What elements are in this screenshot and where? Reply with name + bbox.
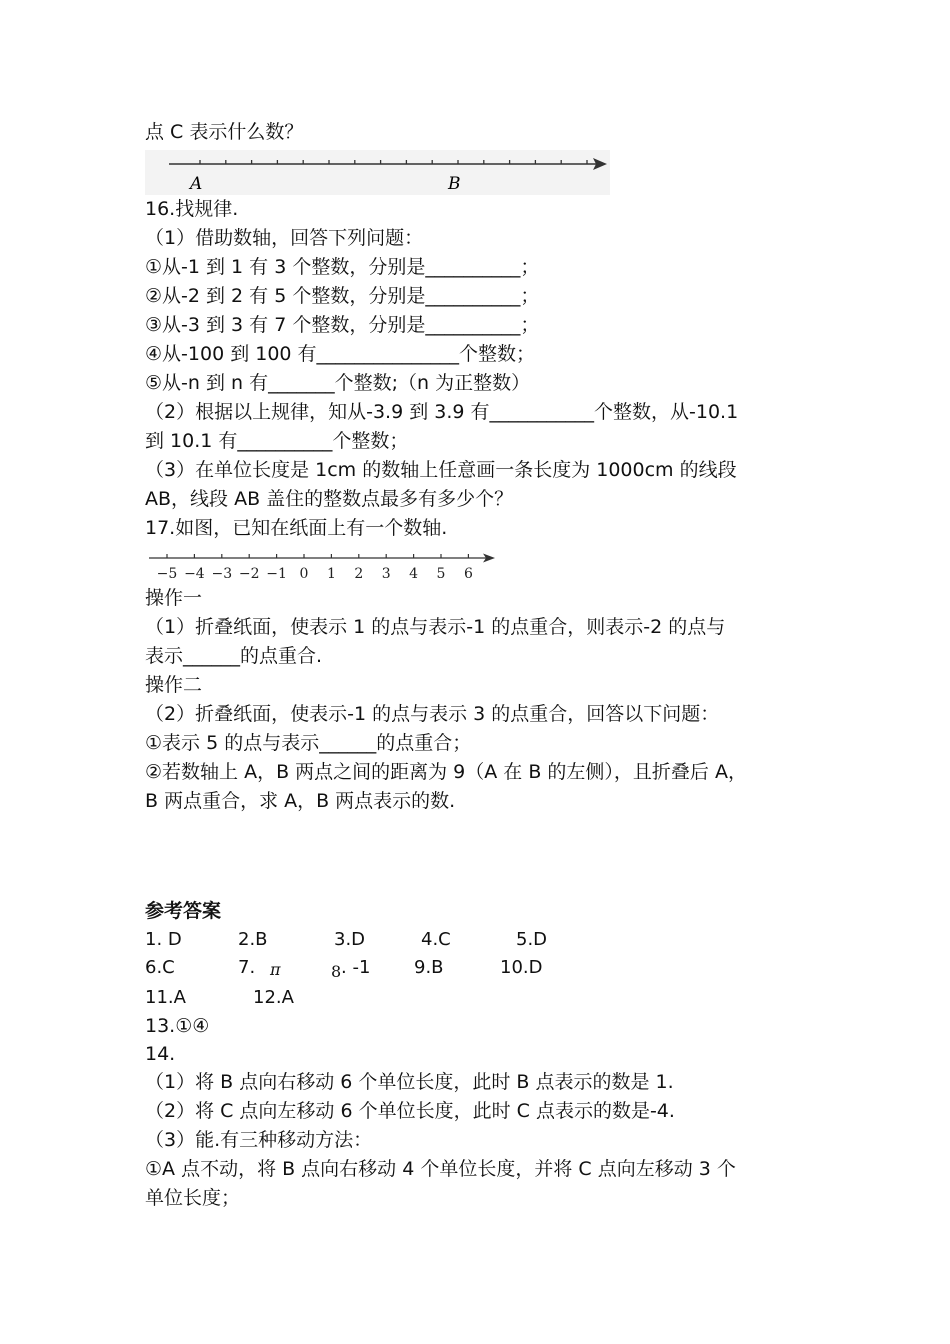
q15-question-c: 点 C 表示什么数？ bbox=[145, 121, 304, 143]
q16-part1: （1）借助数轴，回答下列问题： bbox=[145, 227, 424, 249]
answer-3: 3.D bbox=[334, 929, 366, 950]
q16-item4: ④从-100 到 100 有_______________个整数； bbox=[145, 343, 536, 365]
answer-14-part2: （2）将 C 点向左移动 6 个单位长度，此时 C 点表示的数是-4. bbox=[145, 1100, 675, 1122]
q17-part2: （2）折叠纸面，使表示-1 的点与表示 3 的点重合，回答以下问题： bbox=[145, 703, 720, 725]
q16-item2: ②从-2 到 2 有 5 个整数，分别是__________； bbox=[145, 285, 540, 307]
number-line-figure-ab bbox=[145, 150, 610, 195]
answer-13: 13.①④ bbox=[145, 1015, 210, 1037]
answer-14-heading: 14. bbox=[145, 1043, 176, 1065]
answer-9: 9.B bbox=[414, 957, 444, 978]
answer-11: 11.A bbox=[145, 987, 186, 1008]
answer-7-pi: π bbox=[270, 960, 281, 979]
answer-5: 5.D bbox=[516, 929, 548, 950]
point-a-label: A bbox=[190, 174, 203, 194]
q17-part1-line2: 表示______的点重合. bbox=[145, 645, 323, 667]
answer-10: 10.D bbox=[500, 957, 543, 978]
axis-tick-label: 6 bbox=[463, 566, 473, 582]
axis-tick-label: 4 bbox=[409, 566, 419, 582]
axis-tick-label: 3 bbox=[381, 566, 391, 582]
q17-item1: ①表示 5 的点与表示______的点重合； bbox=[145, 732, 472, 754]
operation-two-heading: 操作二 bbox=[145, 674, 203, 696]
answers-heading: 参考答案 bbox=[145, 900, 222, 922]
answer-14-part3-method1-line1: ①A 点不动，将 B 点向右移动 4 个单位长度，并将 C 点向左移动 3 个 bbox=[145, 1158, 736, 1180]
axis-tick-label: 1 bbox=[326, 566, 336, 582]
q16-item3: ③从-3 到 3 有 7 个整数，分别是__________； bbox=[145, 314, 540, 336]
answer-2: 2.B bbox=[238, 929, 268, 950]
q16-part3-line1: （3）在单位长度是 1cm 的数轴上任意画一条长度为 1000cm 的线段 bbox=[145, 459, 737, 481]
axis-tick-label: −4 bbox=[184, 566, 205, 582]
answer-1: 1. D bbox=[145, 929, 182, 950]
axis-tick-label: −3 bbox=[211, 566, 233, 582]
axis-tick-label: 5 bbox=[436, 566, 446, 582]
q16-item1: ①从-1 到 1 有 3 个整数，分别是__________； bbox=[145, 256, 540, 278]
figure-background bbox=[145, 150, 610, 195]
answer-14-part1: （1）将 B 点向右移动 6 个单位长度，此时 B 点表示的数是 1. bbox=[145, 1071, 674, 1093]
axis-tick-label: 2 bbox=[354, 566, 364, 582]
answer-8-value: . -1 bbox=[341, 957, 371, 978]
q17-item2-line2: B 两点重合，求 A，B 两点表示的数. bbox=[145, 790, 456, 812]
axis-tick-label: −1 bbox=[266, 566, 287, 582]
axis-tick-label: −2 bbox=[238, 566, 260, 582]
answer-12: 12.A bbox=[253, 987, 294, 1008]
axis-tick-label: 0 bbox=[299, 566, 309, 582]
point-b-label: B bbox=[448, 174, 461, 194]
answer-4: 4.C bbox=[421, 929, 451, 950]
q17-title: 17.如图，已知在纸面上有一个数轴. bbox=[145, 517, 448, 539]
answer-8-number: 8 bbox=[331, 962, 342, 981]
answer-7: 7. bbox=[238, 957, 256, 978]
number-line-figure-integers bbox=[145, 550, 500, 586]
q16-part3-line2: AB，线段 AB 盖住的整数点最多有多少个？ bbox=[145, 488, 514, 510]
q16-title: 16.找规律. bbox=[145, 198, 239, 220]
q17-part1-line1: （1）折叠纸面，使表示 1 的点与表示-1 的点重合，则表示-2 的点与 bbox=[145, 616, 726, 638]
q16-item5: ⑤从-n 到 n 有_______个整数;（n 为正整数） bbox=[145, 372, 531, 394]
q17-item2-line1: ②若数轴上 A，B 两点之间的距离为 9（A 在 B 的左侧），且折叠后 A， bbox=[145, 761, 747, 783]
q16-part2-line2: 到 10.1 有__________个整数； bbox=[145, 430, 409, 452]
operation-one-heading: 操作一 bbox=[145, 587, 203, 609]
axis-tick-label: −5 bbox=[156, 566, 178, 582]
answer-14-part3: （3）能.有三种移动方法： bbox=[145, 1129, 373, 1151]
answer-6: 6.C bbox=[145, 957, 175, 978]
q16-part2-line1: （2）根据以上规律，知从-3.9 到 3.9 有___________个整数，从-10.1 bbox=[145, 401, 739, 423]
axis-tick-labels bbox=[157, 566, 473, 582]
answer-14-part3-method1-line2: 单位长度； bbox=[145, 1187, 241, 1209]
